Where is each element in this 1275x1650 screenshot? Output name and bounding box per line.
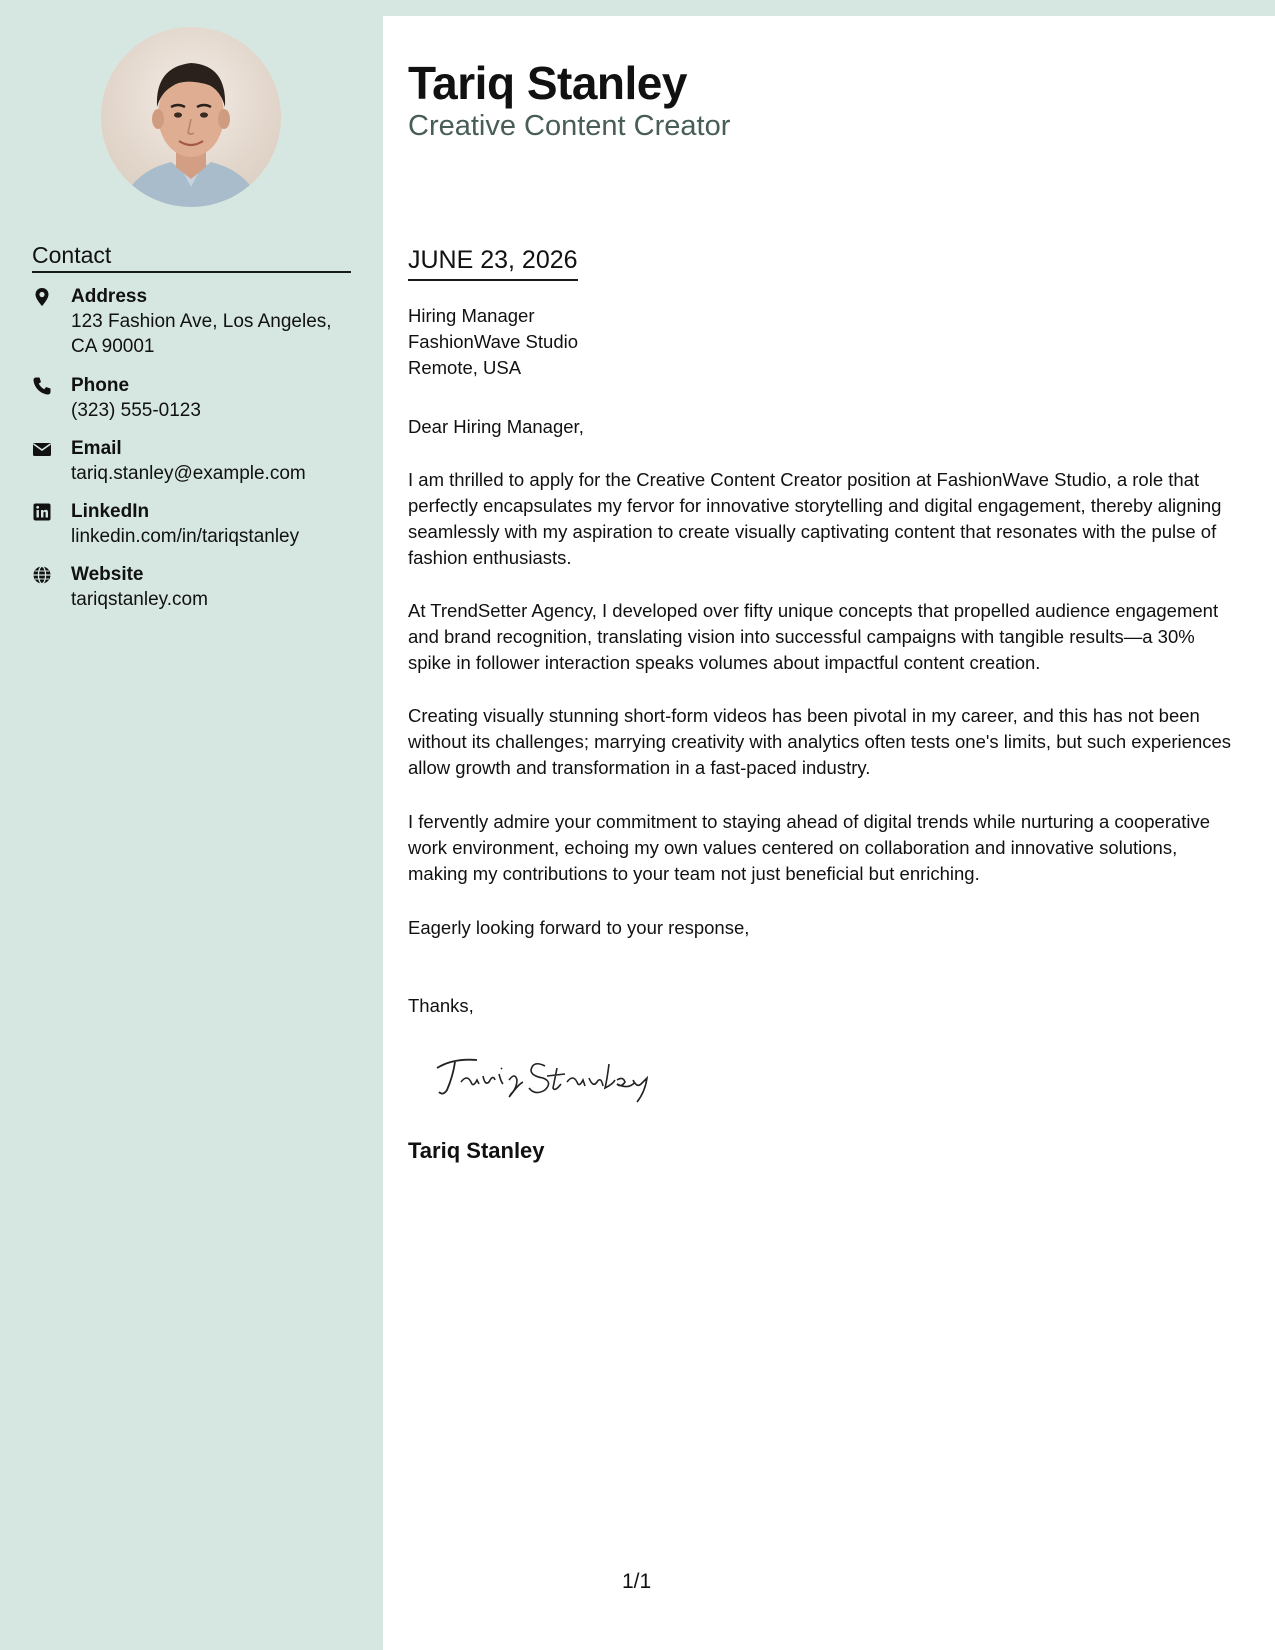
closing-line: Eagerly looking forward to your response,: [408, 917, 750, 938]
handwritten-signature: [433, 1046, 653, 1106]
thanks-line: Thanks,: [408, 995, 474, 1016]
recipient-block: [408, 303, 578, 381]
salutation: Dear Hiring Manager,: [408, 416, 584, 437]
linkedin-icon: [32, 502, 52, 522]
paragraph-3: Creating visually stunning short-form videos has been pivotal in my career, and this has not been without its challenges; marrying creativity with analytics often tests one's limits, but such experiences allow growth and transformation in a fast-paced industry.: [408, 705, 1232, 778]
globe-icon: [32, 565, 52, 585]
contact-label: LinkedIn: [71, 501, 150, 522]
contact-label: Website: [71, 564, 144, 585]
contact-value: tariq.stanley@example.com: [71, 463, 306, 484]
profile-photo: [101, 27, 281, 207]
recipient-location: Remote, USA: [408, 357, 522, 378]
contact-label: Address: [71, 286, 148, 307]
contact-heading: Contact: [32, 240, 351, 273]
sidebar: [0, 0, 383, 1650]
recipient-title: Hiring Manager: [408, 305, 535, 326]
recipient-company: FashionWave Studio: [408, 331, 579, 352]
page-number: 1/1: [622, 1570, 652, 1593]
phone-icon: [32, 376, 52, 396]
contact-value: 123 Fashion Ave, Los Angeles, CA 90001: [71, 311, 332, 357]
contact-value: tariqstanley.com: [71, 589, 208, 610]
letter-date: JUNE 23, 2026: [408, 244, 578, 281]
contact-value: linkedin.com/in/tariqstanley: [71, 526, 300, 547]
contact-label: Phone: [71, 375, 130, 396]
location-pin-icon: [32, 287, 52, 307]
signer-name: Tariq Stanley: [408, 1138, 545, 1163]
paragraph-4: I fervently admire your commitment to staying ahead of digital trends while nurturing a cooperative work environment, echoing my own values centered on collaboration and innovative solutions, making my contributions to your team not just beneficial but enriching.: [408, 811, 1211, 884]
applicant-name: Tariq Stanley: [408, 57, 687, 109]
letter-panel: [383, 16, 1275, 1650]
contact-label: Email: [71, 438, 122, 459]
contact-value: (323) 555-0123: [71, 400, 201, 421]
envelope-icon: [32, 439, 52, 459]
paragraph-2: At TrendSetter Agency, I developed over fifty unique concepts that propelled audience engagement and brand recognition, translating vision into successful campaigns with tangible results—a 30% spike in follower interaction speaks volumes about impactful content creation.: [408, 600, 1219, 673]
paragraph-1: I am thrilled to apply for the Creative Content Creator position at FashionWave Studio, a role that perfectly encapsulates my fervor for innovative storytelling and digital engagement, thereby aligning seamlessly with my aspiration to create visually captivating content that resonates with the pulse of fashion enthusiasts.: [408, 469, 1222, 568]
applicant-role: Creative Content Creator: [408, 110, 731, 142]
